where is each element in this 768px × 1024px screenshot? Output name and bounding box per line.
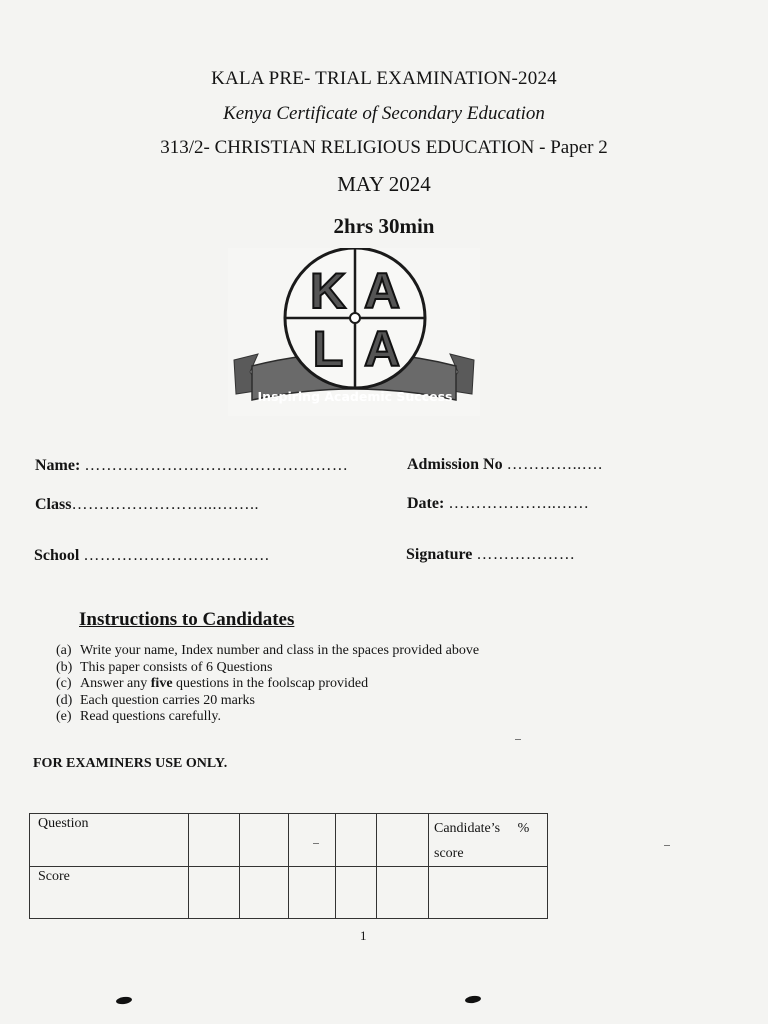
- date-label: Date:: [407, 495, 445, 512]
- instruction-text: Each question carries 20 marks: [80, 692, 255, 708]
- instruction-item: [56, 693, 479, 710]
- score-cell[interactable]: [377, 867, 429, 919]
- examiners-heading: FOR EXAMINERS USE ONLY.: [33, 756, 228, 771]
- question-cell[interactable]: [189, 814, 240, 867]
- name-field[interactable]: [35, 457, 348, 475]
- admission-dots: …………..….: [506, 456, 603, 473]
- date-dots: ………………..……: [448, 495, 590, 512]
- instruction-item: [56, 643, 479, 660]
- exam-subtitle: Kenya Certificate of Secondary Education: [223, 103, 545, 124]
- score-label: Score: [30, 867, 189, 919]
- exam-date: MAY 2024: [337, 172, 431, 196]
- logo-letter-k: K: [309, 263, 347, 319]
- instructions-heading: Instructions to Candidates: [79, 609, 295, 630]
- candidate-score-header: [429, 814, 548, 867]
- score-cell[interactable]: [189, 867, 240, 919]
- page-number: 1: [360, 928, 367, 943]
- class-field[interactable]: [35, 496, 259, 514]
- score-cell[interactable]: [289, 867, 336, 919]
- score-word: score: [434, 846, 464, 861]
- instruction-item: [56, 676, 479, 693]
- admission-label: Admission No: [407, 456, 503, 473]
- candidate-label: Candidate’s: [434, 821, 501, 836]
- instruction-marker: (c): [56, 676, 72, 691]
- instruction-marker: (e): [56, 709, 72, 724]
- table-row: [30, 867, 548, 919]
- instruction-marker: (a): [56, 643, 72, 658]
- school-label: School: [34, 547, 80, 564]
- instruction-marker: (d): [56, 692, 73, 708]
- instruction-text: Write your name, Index number and class in the spaces provided above: [80, 643, 480, 658]
- scan-speck: [313, 843, 319, 844]
- question-cell[interactable]: [336, 814, 377, 867]
- logo-letter-a-top: A: [363, 263, 401, 319]
- instructions-list: [56, 643, 479, 726]
- signature-field[interactable]: [406, 546, 575, 564]
- name-dots: …………………………………………: [84, 457, 349, 474]
- instruction-text: This paper consists of 6 Questions: [80, 659, 273, 675]
- instruction-text: Read questions carefully.: [80, 709, 221, 724]
- score-cell[interactable]: [336, 867, 377, 919]
- scan-speck: [664, 845, 670, 846]
- paper-title: 313/2- CHRISTIAN RELIGIOUS EDUCATION - Paper 2: [160, 137, 608, 158]
- school-dots: …………………………….: [83, 547, 270, 564]
- admission-field[interactable]: [407, 456, 603, 474]
- logo-banner-text: Inspiring Academic Success: [257, 389, 453, 404]
- total-score-cell[interactable]: [429, 867, 548, 919]
- scan-blot: [116, 996, 133, 1005]
- exam-duration: 2hrs 30min: [333, 214, 435, 238]
- class-dots: ……………………...……..: [71, 496, 259, 513]
- signature-dots: ………………: [476, 546, 576, 563]
- percent-label: %: [517, 821, 530, 836]
- instruction-emphasis: five: [150, 676, 173, 691]
- scan-blot: [465, 995, 482, 1004]
- score-cell[interactable]: [240, 867, 289, 919]
- scan-speck: [515, 739, 521, 740]
- logo-letter-a-bottom: A: [363, 321, 401, 377]
- date-field[interactable]: [407, 495, 589, 513]
- school-field[interactable]: [34, 547, 269, 565]
- instruction-marker: (b): [56, 659, 73, 675]
- instruction-item: [56, 709, 479, 726]
- question-label: Question: [30, 814, 189, 867]
- name-label: Name:: [35, 457, 81, 474]
- kala-logo: [228, 248, 480, 416]
- logo-letter-l: L: [312, 321, 344, 377]
- instruction-text: Answer any: [80, 676, 151, 691]
- score-table: [29, 813, 548, 919]
- question-cell[interactable]: [289, 814, 336, 867]
- exam-title: KALA PRE- TRIAL EXAMINATION-2024: [211, 68, 557, 89]
- question-cell[interactable]: [240, 814, 289, 867]
- signature-label: Signature: [406, 546, 473, 563]
- table-row: [30, 814, 548, 867]
- instruction-item: [56, 660, 479, 677]
- class-label: Class: [35, 496, 72, 513]
- question-cell[interactable]: [377, 814, 429, 867]
- instruction-text: questions in the foolscap provided: [172, 676, 369, 691]
